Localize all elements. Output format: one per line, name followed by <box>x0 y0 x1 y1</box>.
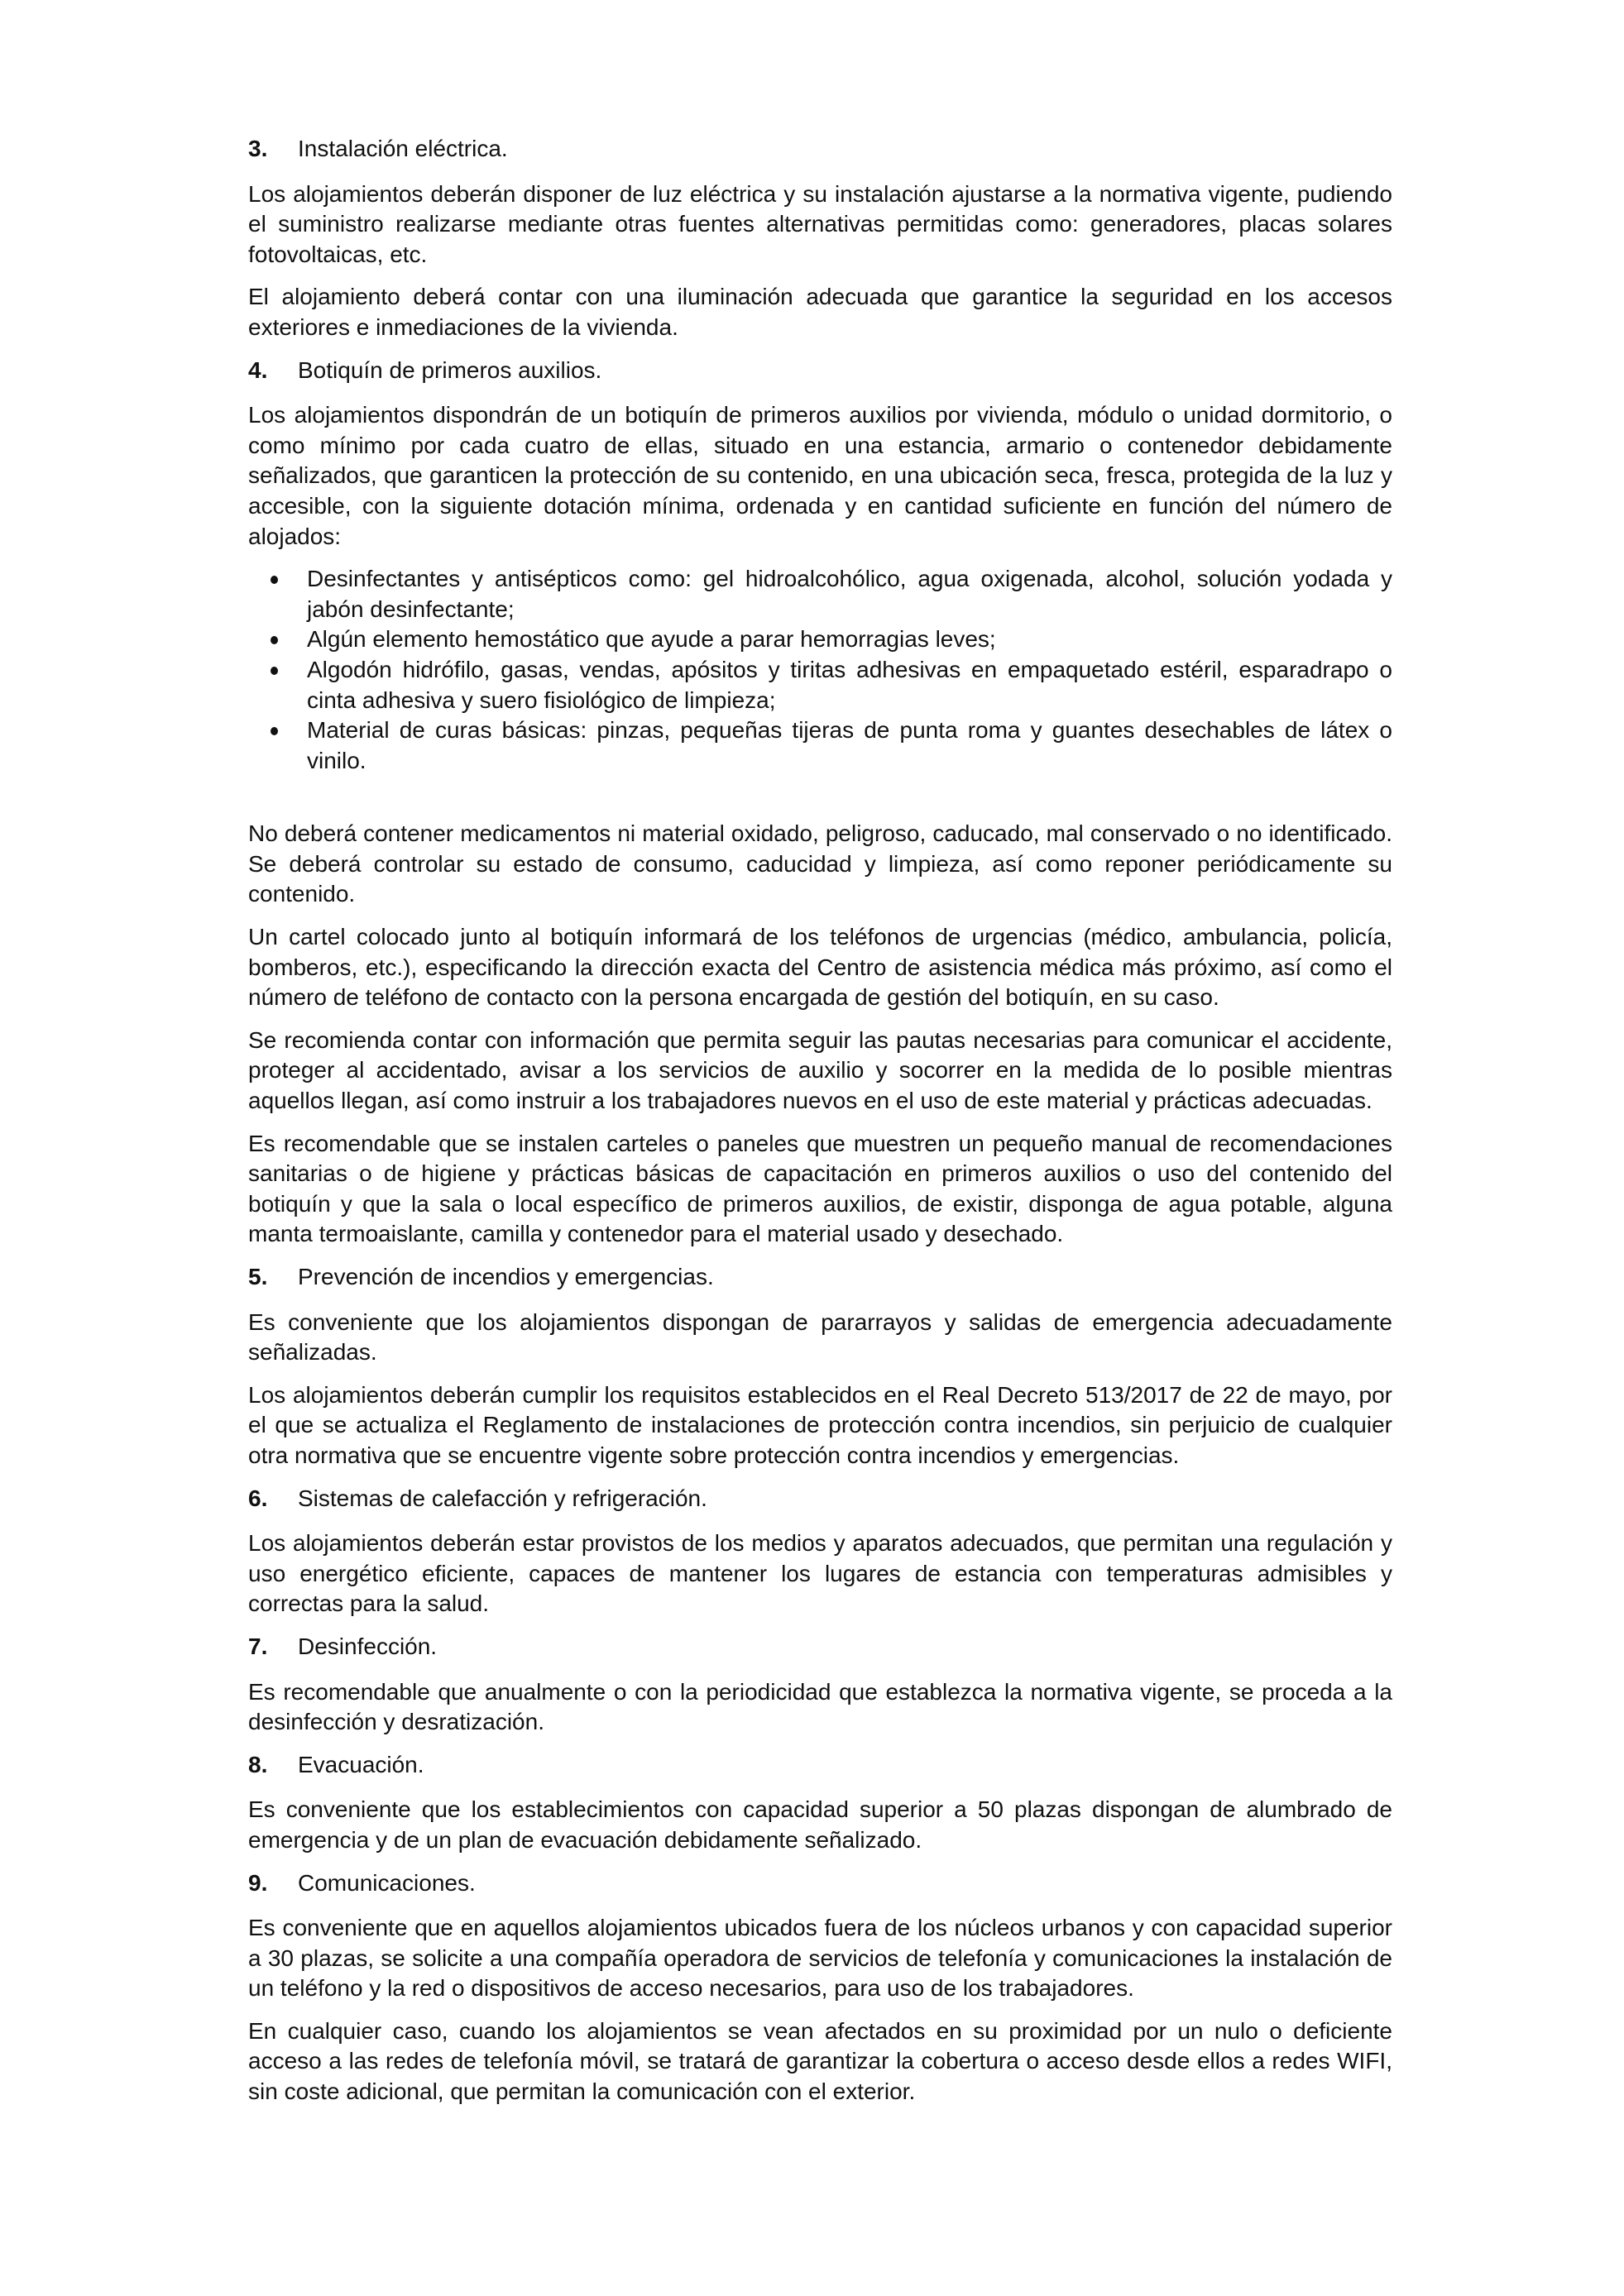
paragraph: En cualquier caso, cuando los alojamientos se vean afectados en su proximidad por un nulo o deficiente acceso a las redes de telefonía móvil, se tratará de garantizar la cobertura o acceso desde ellos a redes WIFI, sin coste adicional, que permitan la comunicación con el exterior. <box>248 2017 1392 2105</box>
bullet-list <box>248 564 1392 776</box>
section-number: 4. <box>248 356 268 383</box>
list-item-text: Desinfectantes y antisépticos como: gel hidroalcohólico, agua oxigenada, alcohol, solución yodada y jabón desinfectante; <box>307 566 1392 622</box>
bullet-icon <box>271 576 278 584</box>
paragraph: Es conveniente que en aquellos alojamientos ubicados fuera de los núcleos urbanos y con capacidad superior a 30 plazas, se solicite a una compañía operadora de servicios de telefonía y comunicaciones la instalación de un teléfono y la red o dispositivos de acceso necesarios, para uso de los trabajadores. <box>248 1915 1392 2002</box>
section-number: 5. <box>248 1264 268 1289</box>
bullet-icon <box>271 667 278 675</box>
bullet-icon <box>271 727 278 735</box>
section-title: Botiquín de primeros auxilios. <box>298 356 602 383</box>
section-title: Desinfección. <box>298 1633 438 1659</box>
paragraph: Es recomendable que se instalen carteles o paneles que muestren un pequeño manual de recomendaciones sanitarias o de higiene y prácticas básicas de capacitación en primeros auxilios o uso del contenido del botiquín y que la sala o local específico de primeros auxilios, de existir, disponga de agua potable, alguna manta termoaislante, camilla y contenedor para el material usado y desechado. <box>248 1130 1392 1247</box>
section-heading <box>248 356 1392 386</box>
section-heading <box>248 1262 1392 1293</box>
list-item <box>248 564 1392 624</box>
list-item <box>248 715 1392 776</box>
paragraph: Es conveniente que los alojamientos dispongan de pararrayos y salidas de emergencia adecuadamente señalizadas. <box>248 1308 1392 1366</box>
section-heading <box>248 1632 1392 1662</box>
list-item-text: Material de curas básicas: pinzas, pequeñas tijeras de punta roma y guantes desechables de látex o vinilo. <box>307 717 1392 773</box>
list-item-text: Algún elemento hemostático que ayude a parar hemorragias leves; <box>307 626 996 653</box>
section-heading <box>248 1750 1392 1781</box>
section-title: Sistemas de calefacción y refrigeración. <box>298 1485 707 1511</box>
paragraph: Los alojamientos dispondrán de un botiquín de primeros auxilios por vivienda, módulo o unidad dormitorio, o como mínimo por cada cuatro de ellas, situado en una estancia, armario o contenedor debidamente señalizados, que garanticen la protección de su contenido, en una ubicación seca, fresca, protegida de la luz y accesible, con la siguiente dotación mínima, ordenada y en cantidad suficiente en función del número de alojados: <box>248 402 1392 549</box>
paragraph: Los alojamientos deberán estar provistos de los medios y aparatos adecuados, que permitan una regulación y uso energético eficiente, capaces de mantener los lugares de estancia con temperaturas admisibles y correctas para la salud. <box>248 1530 1392 1617</box>
list-item <box>248 655 1392 715</box>
section-number: 9. <box>248 1869 268 1896</box>
list-item <box>248 624 1392 655</box>
list-item-text: Algodón hidrófilo, gasas, vendas, apósitos y tiritas adhesivas en empaquetado estéril, esparadrapo o cinta adhesiva y suero fisiológico de limpieza; <box>307 656 1392 713</box>
paragraph: Es recomendable que anualmente o con la periodicidad que establezca la normativa vigente, se proceda a la desinfección y desratización. <box>248 1678 1392 1735</box>
section-number: 7. <box>248 1633 268 1659</box>
paragraph: Se recomienda contar con información que permita seguir las pautas necesarias para comunicar el accidente, proteger al accidentado, avisar a los servicios de auxilio y socorrer en la medida de lo posible mientras aquellos llegan, así como instruir a los trabajadores nuevos en el uso de este material y prácticas adecuadas. <box>248 1026 1392 1114</box>
section-heading <box>248 1484 1392 1514</box>
paragraph: Es conveniente que los establecimientos con capacidad superior a 50 plazas dispongan de alumbrado de emergencia y de un plan de evacuación debidamente señalizado. <box>248 1796 1392 1853</box>
section-title: Prevención de incendios y emergencias. <box>298 1264 714 1289</box>
bullet-icon <box>271 636 278 644</box>
section-title: Instalación eléctrica. <box>298 136 508 161</box>
document-page <box>248 134 1392 2120</box>
paragraph: Los alojamientos deberán cumplir los requisitos establecidos en el Real Decreto 513/2017 de 22 de mayo, por el que se actualiza el Reglamento de instalaciones de protección contra incendios, sin perjuicio de cualquier otra normativa que se encuentre vigente sobre protección contra incendios y emergencias. <box>248 1381 1392 1468</box>
paragraph: El alojamiento deberá contar con una iluminación adecuada que garantice la seguridad en los accesos exteriores e inmediaciones de la vivienda. <box>248 284 1392 340</box>
paragraph: Un cartel colocado junto al botiquín informará de los teléfonos de urgencias (médico, ambulancia, policía, bomberos, etc.), especificando la dirección exacta del Centro de asistencia médica más próximo, así como el número de teléfono de contacto con la persona encargada de gestión del botiquín, en su caso. <box>248 924 1392 1011</box>
section-heading <box>248 134 1392 165</box>
section-number: 8. <box>248 1751 268 1777</box>
section-number: 6. <box>248 1485 268 1511</box>
paragraph: Los alojamientos deberán disponer de luz eléctrica y su instalación ajustarse a la normativa vigente, pudiendo el suministro realizarse mediante otras fuentes alternativas permitidas como: generadores, placas solares fotovoltaicas, etc. <box>248 180 1392 267</box>
section-title: Comunicaciones. <box>298 1869 476 1896</box>
section-heading <box>248 1868 1392 1899</box>
paragraph: No deberá contener medicamentos ni material oxidado, peligroso, caducado, mal conservado o no identificado. Se deberá controlar su estado de consumo, caducidad y limpieza, así como reponer periódicamente su contenido. <box>248 820 1392 907</box>
section-number: 3. <box>248 136 268 161</box>
section-title: Evacuación. <box>298 1751 424 1777</box>
